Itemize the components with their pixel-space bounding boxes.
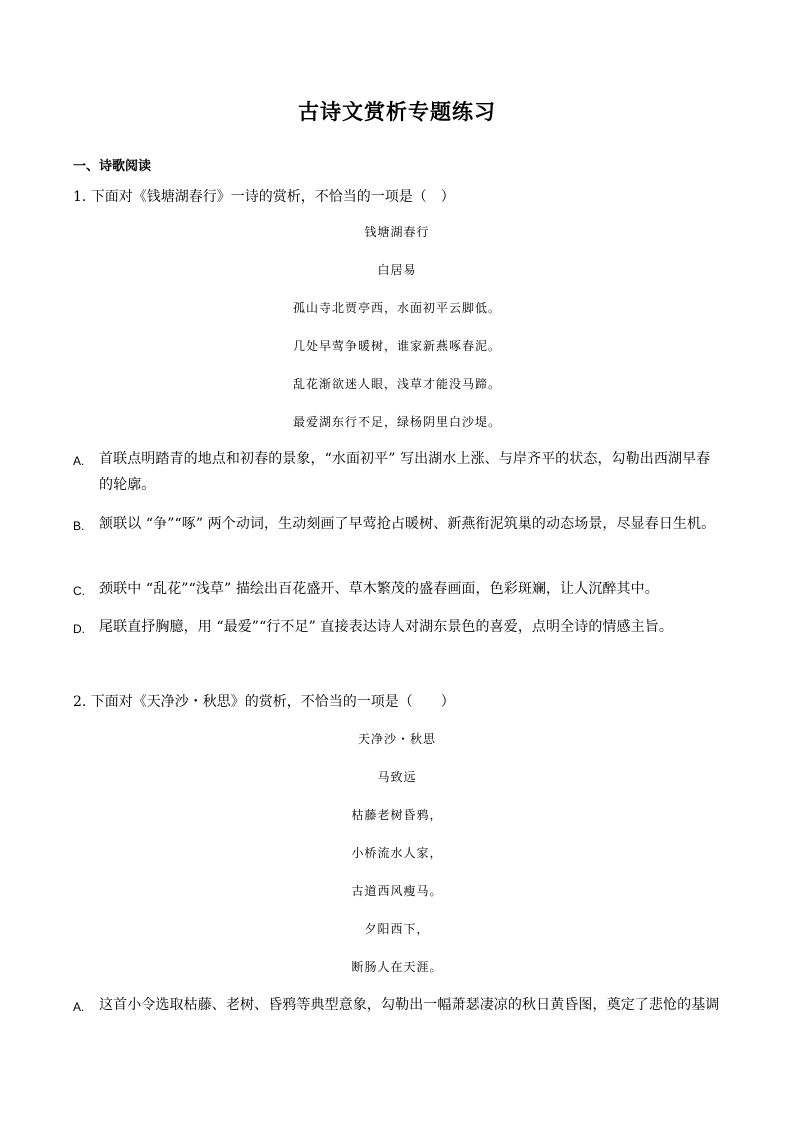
option-text: 尾联直抒胸臆，用 “最爱”“行不足” 直接表达诗人对湖东景色的喜爱，点明全诗的情感主旨。: [99, 619, 673, 635]
poem-1-line: 孤山寺北贾亭西，水面初平云脚低。: [292, 301, 501, 315]
question-1-option-c[interactable]: [73, 576, 723, 602]
poem-1-title: 钱塘湖春行: [364, 225, 430, 239]
question-2-option-a[interactable]: [73, 992, 733, 1018]
option-text: 颈联中 “乱花”“浅草” 描绘出百花盛开、草木繁茂的盛春画面，色彩斑斓，让人沉醉其中。: [99, 581, 659, 597]
option-text: 颔联以 “争”“啄” 两个动词，生动刻画了早莺抢占暖树、新燕衔泥筑巢的动态场景，尽显春日生机。: [99, 516, 716, 532]
question-1-stem: 1. 下面对《钱塘湖春行》一诗的赏析，不恰当的一项是（ ）: [73, 189, 455, 205]
option-letter: C.: [73, 584, 85, 598]
section-heading: 一、诗歌阅读: [73, 159, 152, 174]
page-title: 古诗文赏析专题练习: [298, 100, 496, 124]
option-letter: A.: [73, 1000, 85, 1014]
question-2-stem: 2. 下面对《天净沙・秋思》的赏析，不恰当的一项是（ ）: [73, 694, 455, 710]
poem-1-line: 乱花渐欲迷人眼，浅草才能没马蹄。: [292, 377, 501, 391]
poem-2-line: 夕阳西下，: [364, 922, 430, 936]
poem-2-line: 枯藤老树昏鸦，: [351, 808, 443, 822]
poem-1-line: 最爱湖东行不足，绿杨阴里白沙堤。: [292, 415, 501, 429]
poem-2-author: 马致远: [377, 770, 417, 784]
option-text: 首联点明踏青的地点和初春的景象，“水面初平” 写出湖水上涨、与岸齐平的状态，勾勒出西湖早春的轮廓。: [99, 451, 711, 493]
poem-2-line: 小桥流水人家，: [351, 846, 443, 860]
poem-2-line: 古道西风瘦马。: [351, 884, 443, 898]
option-text: 这首小令选取枯藤、老树、昏鸦等典型意象，勾勒出一幅萧瑟凄凉的秋日黄昏图，奠定了悲怆的基调: [99, 997, 720, 1013]
question-1-option-a[interactable]: [73, 446, 723, 498]
poem-2-title: 天净沙・秋思: [357, 732, 436, 746]
option-letter: D.: [73, 622, 85, 636]
question-1-option-b[interactable]: [73, 511, 723, 537]
question-1-option-d[interactable]: [73, 614, 723, 640]
option-letter: B.: [73, 519, 85, 533]
poem-1-author: 白居易: [377, 263, 417, 277]
poem-1-line: 几处早莺争暖树，谁家新燕啄春泥。: [292, 339, 501, 353]
poem-2-line: 断肠人在天涯。: [351, 960, 443, 974]
option-letter: A.: [73, 454, 85, 468]
